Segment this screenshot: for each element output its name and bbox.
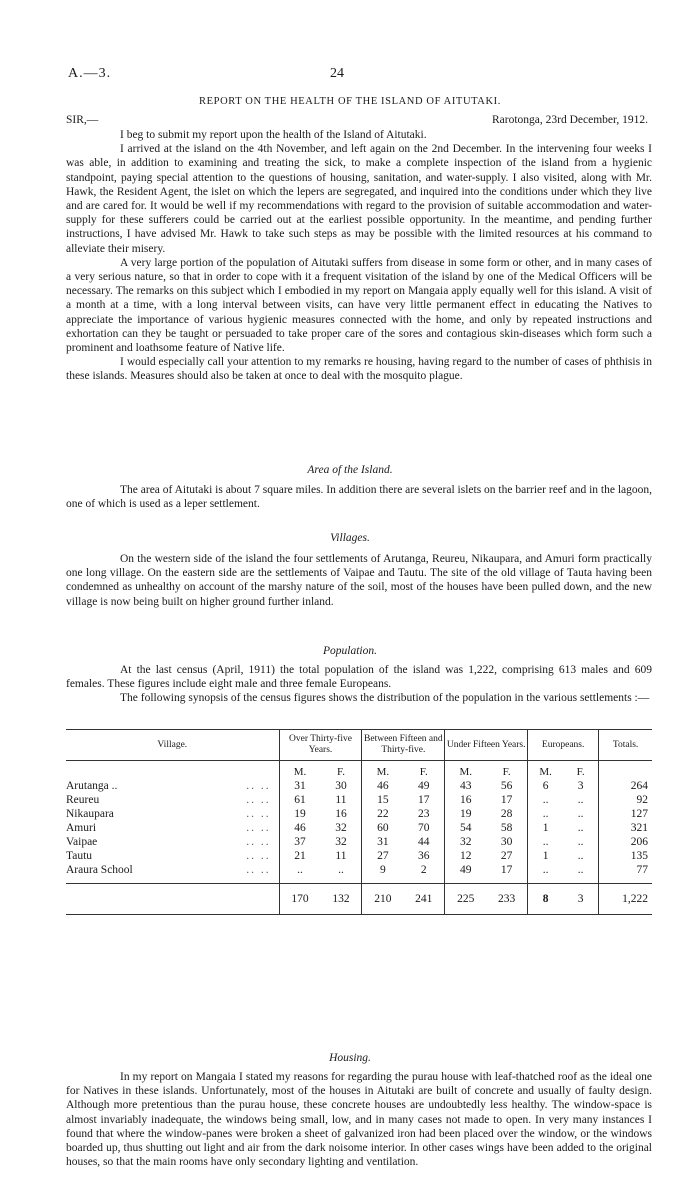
data-cell: 22 xyxy=(362,807,403,821)
data-cell: 60 xyxy=(362,821,403,835)
col-village: Village. xyxy=(66,730,279,761)
row-total-cell: 127 xyxy=(599,807,652,821)
salutation: SIR,— xyxy=(66,114,99,126)
village-name: Tautu xyxy=(66,850,93,862)
total-cell: 241 xyxy=(403,884,444,915)
data-cell: 28 xyxy=(500,808,513,820)
data-cell: 11 xyxy=(335,850,347,862)
data-cell: 30 xyxy=(500,836,513,848)
data-cell: 17 xyxy=(418,794,430,806)
villages-section xyxy=(66,552,652,609)
data-cell: 16 xyxy=(445,793,486,807)
village-name: Nikaupara xyxy=(66,808,114,820)
data-cell: .. xyxy=(577,794,584,806)
total-cell: 8 xyxy=(528,884,564,915)
data-cell: 16 xyxy=(335,808,347,820)
village-name: Araura School xyxy=(66,864,133,876)
leader-dots: .. .. xyxy=(246,780,271,792)
data-cell: .. xyxy=(577,836,584,848)
data-cell: .. xyxy=(528,863,564,877)
sub-m: M. xyxy=(279,761,320,780)
col-15-to-35: Between Fifteen and Thirty-five. xyxy=(362,730,445,761)
data-cell: 61 xyxy=(279,793,320,807)
sub-f: F. xyxy=(576,766,585,778)
document-reference: A.—3. xyxy=(68,66,112,81)
sub-f: F. xyxy=(419,766,428,778)
villages-paragraph: On the western side of the island the four settlements of Arutanga, Reureu, Nikaupara, and Amuri form practically one long village. On the eastern side are the settlements of Vaipae and Tautu. The site of the old village of Tauta having been condemned as unhealthy on account of the marshy nature of the soil, most of the houses have been pulled down, and the new village is now being built on higher ground further inland. xyxy=(66,553,652,608)
data-cell: 1 xyxy=(528,849,564,863)
data-cell: 36 xyxy=(418,850,430,862)
data-cell: .. xyxy=(577,850,584,862)
data-cell: 9 xyxy=(362,863,403,877)
population-heading: Population. xyxy=(323,645,377,657)
data-cell: 43 xyxy=(445,779,486,793)
population-paragraph: The following synopsis of the census figures shows the distribution of the population in the various settlements :— xyxy=(120,692,650,705)
leader-dots: .. .. xyxy=(246,864,271,876)
total-cell: 233 xyxy=(486,884,527,915)
data-cell: 46 xyxy=(362,779,403,793)
dateline: Rarotonga, 23rd December, 1912. xyxy=(491,114,648,126)
leader-dots: .. .. xyxy=(246,808,271,820)
totals-row xyxy=(66,884,652,915)
intro-paragraph: I arrived at the island on the 4th November, and left again on the 2nd December. In the intervening four weeks I was able, in addition to examining and treating the sick, to make a complete inspection of the island from a hygienic standpoint, paying special attention to the questions of housing, sanitation, and water-supply. I also visited, along with Mr. Hawk, the Resident Agent, the islet on which the lepers are segregated, and inquired into the conditions under which they live and are cared for. It would be well if my recommendations with regard to the provision of suitable accommodation and water-supply for these sufferers could be carried out at the earliest possible opportunity. In the meantime, and pending further instructions, I have advised Mr. Hawk to take such steps as may be possible with the limited resources at his command to alleviate their misery. xyxy=(66,143,652,255)
village-cell xyxy=(66,849,279,863)
intro-paragraph: I would especially call your attention to my remarks re housing, having regard to the number of cases of phthisis in these islands. Measures should also be taken at once to deal with the mosquito plague. xyxy=(66,356,652,383)
data-cell: 44 xyxy=(418,836,430,848)
leader-dots: .. .. xyxy=(246,836,271,848)
area-heading: Area of the Island. xyxy=(307,464,393,476)
grand-total: 1,222 xyxy=(599,884,652,915)
table-row xyxy=(66,849,652,863)
village-name: Arutanga .. xyxy=(66,780,118,792)
data-cell: 49 xyxy=(418,780,430,792)
row-total-cell: 135 xyxy=(599,849,652,863)
data-cell: 1 xyxy=(528,821,564,835)
area-paragraph: The area of Aitutaki is about 7 square miles. In addition there are several islets on the barrier reef and in the lagoon, one of which is used as a leper settlement. xyxy=(66,484,653,511)
intro-paragraph: I beg to submit my report upon the health of the Island of Aitutaki. xyxy=(120,129,427,141)
row-total-cell: 264 xyxy=(599,779,652,793)
page-number: 24 xyxy=(330,66,344,81)
sub-f: F. xyxy=(502,766,511,778)
villages-heading: Villages. xyxy=(330,532,370,544)
data-cell: 32 xyxy=(445,835,486,849)
row-total-cell: 321 xyxy=(599,821,652,835)
report-title: REPORT ON THE HEALTH OF THE ISLAND OF AITUTAKI. xyxy=(199,96,501,107)
sub-f: F. xyxy=(336,766,345,778)
row-total-cell: 77 xyxy=(599,863,652,877)
total-cell: 225 xyxy=(445,884,486,915)
total-cell: 170 xyxy=(279,884,320,915)
housing-paragraph: In my report on Mangaia I stated my reasons for regarding the purau house with leaf-thatched roof as the ideal one for Natives in these islands. Unfortunately, most of the houses in Aitutaki are built of concrete and usually of faulty design. Although more pretentious than the purau house, these concrete houses are undoubtedly less healthy. The window-space is almost invariably inadequate, the windows being small, low, and in many cases not made to open. In very many instances I found that where the window-panes were broken a sheet of galvanized iron had been placed over the window, or the windows boarded up, thus shutting out light and air from the dark noisome interior. In other cases wings have been added to the original houses, so that the main rooms have only secondary lighting and ventilation. xyxy=(66,1071,652,1169)
leader-dots: .. .. xyxy=(246,794,271,806)
data-cell: 56 xyxy=(500,780,513,792)
data-cell: .. xyxy=(528,793,564,807)
population-section xyxy=(66,663,652,706)
village-name: Vaipae xyxy=(66,836,98,848)
table-row xyxy=(66,821,652,835)
data-cell: .. xyxy=(279,863,320,877)
village-name: Reureu xyxy=(66,794,100,806)
housing-section xyxy=(66,1070,652,1169)
data-cell: .. xyxy=(577,822,584,834)
intro-section xyxy=(66,128,652,384)
table-row xyxy=(66,793,652,807)
row-total-cell: 92 xyxy=(599,793,652,807)
total-cell: 3 xyxy=(563,884,599,915)
census-table xyxy=(66,729,652,915)
sub-m: M. xyxy=(528,761,564,780)
data-cell: 27 xyxy=(362,849,403,863)
data-cell: 19 xyxy=(445,807,486,821)
population-paragraph: At the last census (April, 1911) the total population of the island was 1,222, comprising 613 males and 609 females. These figures include eight male and three female Europeans. xyxy=(66,664,652,691)
data-cell: 2 xyxy=(420,864,427,876)
data-cell: 58 xyxy=(500,822,513,834)
housing-heading: Housing. xyxy=(329,1052,371,1064)
data-cell: 23 xyxy=(418,808,430,820)
sex-subheader-row xyxy=(66,761,652,780)
census-header-row xyxy=(66,730,652,761)
col-totals: Totals. xyxy=(599,730,652,761)
data-cell: .. xyxy=(577,808,584,820)
table-row xyxy=(66,807,652,821)
row-total-cell: 206 xyxy=(599,835,652,849)
data-cell: 37 xyxy=(279,835,320,849)
data-cell: 27 xyxy=(500,850,513,862)
total-cell: 210 xyxy=(362,884,403,915)
data-cell: 31 xyxy=(279,779,320,793)
total-cell: 132 xyxy=(320,884,361,915)
data-cell: 31 xyxy=(362,835,403,849)
data-cell: 46 xyxy=(279,821,320,835)
table-row xyxy=(66,835,652,849)
leader-dots: .. .. xyxy=(246,822,271,834)
data-cell: .. xyxy=(338,864,344,876)
col-over-35: Over Thirty-five Years. xyxy=(279,730,362,761)
col-europeans: Europeans. xyxy=(528,730,599,761)
data-cell: 6 xyxy=(528,779,564,793)
data-cell: 49 xyxy=(445,863,486,877)
data-cell: 54 xyxy=(445,821,486,835)
data-cell: 3 xyxy=(577,780,584,792)
village-cell xyxy=(66,807,279,821)
leader-dots: .. .. xyxy=(246,850,271,862)
sub-m: M. xyxy=(362,761,403,780)
data-cell: 11 xyxy=(335,794,347,806)
village-cell xyxy=(66,793,279,807)
sub-m: M. xyxy=(445,761,486,780)
village-cell xyxy=(66,779,279,793)
area-section xyxy=(66,483,652,511)
data-cell: 30 xyxy=(335,780,347,792)
data-cell: 32 xyxy=(335,822,347,834)
data-cell: .. xyxy=(577,864,584,876)
data-cell: 17 xyxy=(500,864,513,876)
data-cell: 15 xyxy=(362,793,403,807)
intro-paragraph: A very large portion of the population of Aitutaki suffers from disease in some form or other, and in many cases of a very serious nature, so that in order to cope with it a frequent visitation of the island by one of the Medical Officers will be necessary. The remarks on this subject which I embodied in my report on Mangaia apply equally well for this island. A visit of a month at a time, with a long interval between visits, can have very little permanent effect in educating the Natives to appreciate the importance of various hygienic measures connected with the home, and only by repeated instructions and exhortation can they be taught or persuaded to take proper care of the sores and contagious skin-diseases which form such a prominent and loathsome feature of Native life. xyxy=(66,256,652,355)
data-cell: 21 xyxy=(279,849,320,863)
data-cell: .. xyxy=(528,835,564,849)
village-cell xyxy=(66,821,279,835)
village-name: Amuri xyxy=(66,822,97,834)
village-cell xyxy=(66,835,279,849)
data-cell: 19 xyxy=(279,807,320,821)
village-cell xyxy=(66,863,279,877)
data-cell: .. xyxy=(528,807,564,821)
data-cell: 12 xyxy=(445,849,486,863)
col-under-15: Under Fifteen Years. xyxy=(445,730,528,761)
table-row xyxy=(66,863,652,877)
data-cell: 17 xyxy=(500,794,513,806)
data-cell: 32 xyxy=(335,836,347,848)
table-row xyxy=(66,779,652,793)
data-cell: 70 xyxy=(418,822,430,834)
